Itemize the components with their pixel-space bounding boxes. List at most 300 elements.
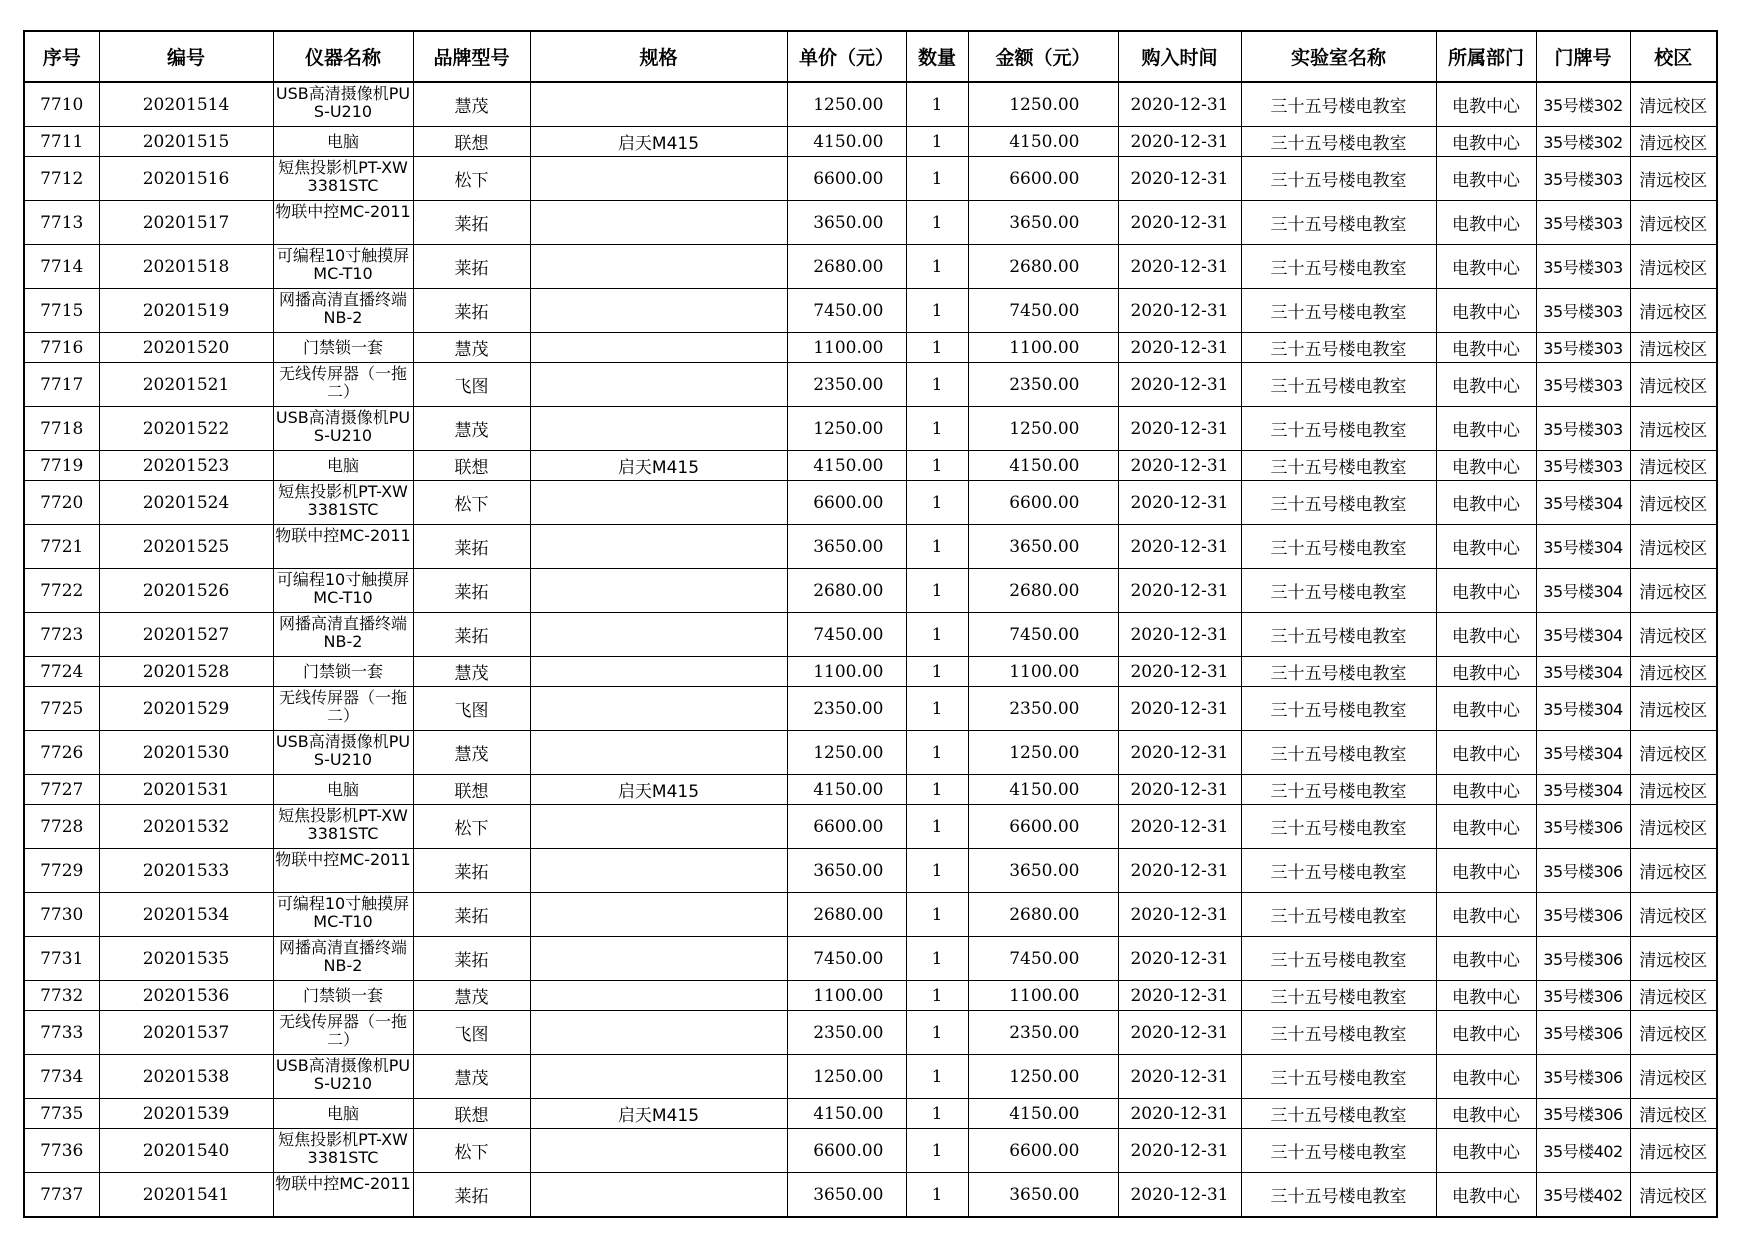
cell-price: 6600.00	[787, 1129, 906, 1173]
cell-room: 35号楼306	[1536, 805, 1630, 849]
table-row	[24, 127, 1717, 157]
cell-spec: 启天M415	[530, 1099, 787, 1129]
cell-spec	[530, 687, 787, 731]
cell-campus: 清远校区	[1630, 613, 1717, 657]
cell-price: 3650.00	[787, 1173, 906, 1218]
table-row	[24, 1055, 1717, 1099]
col-header-amount: 金额（元）	[968, 31, 1118, 82]
cell-lab: 三十五号楼电教室	[1241, 333, 1436, 363]
cell-brand: 莱拓	[413, 525, 530, 569]
cell-code: 20201518	[99, 245, 273, 289]
cell-seq: 7713	[24, 201, 99, 245]
cell-seq: 7731	[24, 937, 99, 981]
cell-amount: 1100.00	[968, 657, 1118, 687]
cell-date: 2020-12-31	[1118, 363, 1241, 407]
col-header-date: 购入时间	[1118, 31, 1241, 82]
equipment-table	[23, 30, 1718, 1218]
table-row	[24, 333, 1717, 363]
cell-date: 2020-12-31	[1118, 481, 1241, 525]
cell-instrument-name: 电脑	[273, 451, 413, 481]
cell-amount: 2680.00	[968, 569, 1118, 613]
cell-amount: 2350.00	[968, 1011, 1118, 1055]
cell-code: 20201525	[99, 525, 273, 569]
cell-spec	[530, 805, 787, 849]
table-row	[24, 731, 1717, 775]
table-row	[24, 407, 1717, 451]
cell-seq: 7727	[24, 775, 99, 805]
cell-room: 35号楼306	[1536, 849, 1630, 893]
cell-campus: 清远校区	[1630, 731, 1717, 775]
cell-room: 35号楼303	[1536, 289, 1630, 333]
cell-campus: 清远校区	[1630, 333, 1717, 363]
cell-dept: 电教中心	[1436, 775, 1536, 805]
cell-lab: 三十五号楼电教室	[1241, 407, 1436, 451]
cell-code: 20201532	[99, 805, 273, 849]
cell-campus: 清远校区	[1630, 775, 1717, 805]
cell-room: 35号楼306	[1536, 1055, 1630, 1099]
cell-brand: 慧茂	[413, 657, 530, 687]
cell-dept: 电教中心	[1436, 731, 1536, 775]
cell-brand: 慧茂	[413, 731, 530, 775]
cell-code: 20201530	[99, 731, 273, 775]
cell-lab: 三十五号楼电教室	[1241, 569, 1436, 613]
cell-campus: 清远校区	[1630, 687, 1717, 731]
cell-seq: 7714	[24, 245, 99, 289]
cell-instrument-name: 可编程10寸触摸屏MC-T10	[273, 893, 413, 937]
cell-qty: 1	[906, 82, 968, 127]
cell-price: 1100.00	[787, 333, 906, 363]
cell-dept: 电教中心	[1436, 451, 1536, 481]
cell-date: 2020-12-31	[1118, 333, 1241, 363]
cell-qty: 1	[906, 245, 968, 289]
col-header-spec: 规格	[530, 31, 787, 82]
cell-spec	[530, 363, 787, 407]
cell-date: 2020-12-31	[1118, 1055, 1241, 1099]
col-header-price: 单价（元）	[787, 31, 906, 82]
cell-lab: 三十五号楼电教室	[1241, 1129, 1436, 1173]
cell-date: 2020-12-31	[1118, 289, 1241, 333]
cell-room: 35号楼304	[1536, 731, 1630, 775]
cell-price: 2350.00	[787, 363, 906, 407]
cell-code: 20201540	[99, 1129, 273, 1173]
cell-lab: 三十五号楼电教室	[1241, 805, 1436, 849]
cell-amount: 1250.00	[968, 82, 1118, 127]
cell-spec	[530, 937, 787, 981]
cell-spec	[530, 525, 787, 569]
cell-amount: 7450.00	[968, 937, 1118, 981]
cell-qty: 1	[906, 569, 968, 613]
col-header-code: 编号	[99, 31, 273, 82]
cell-code: 20201527	[99, 613, 273, 657]
cell-date: 2020-12-31	[1118, 981, 1241, 1011]
cell-code: 20201522	[99, 407, 273, 451]
table-row	[24, 569, 1717, 613]
cell-qty: 1	[906, 731, 968, 775]
table-row	[24, 805, 1717, 849]
cell-dept: 电教中心	[1436, 407, 1536, 451]
cell-qty: 1	[906, 937, 968, 981]
cell-campus: 清远校区	[1630, 82, 1717, 127]
cell-lab: 三十五号楼电教室	[1241, 245, 1436, 289]
cell-lab: 三十五号楼电教室	[1241, 451, 1436, 481]
cell-code: 20201523	[99, 451, 273, 481]
cell-instrument-name: 物联中控MC-2011	[273, 201, 413, 245]
cell-qty: 1	[906, 333, 968, 363]
cell-campus: 清远校区	[1630, 1129, 1717, 1173]
cell-price: 3650.00	[787, 201, 906, 245]
cell-dept: 电教中心	[1436, 82, 1536, 127]
cell-room: 35号楼303	[1536, 157, 1630, 201]
cell-spec	[530, 333, 787, 363]
cell-room: 35号楼303	[1536, 363, 1630, 407]
cell-room: 35号楼306	[1536, 981, 1630, 1011]
cell-room: 35号楼304	[1536, 687, 1630, 731]
cell-spec	[530, 201, 787, 245]
cell-amount: 6600.00	[968, 805, 1118, 849]
cell-brand: 莱拓	[413, 201, 530, 245]
cell-spec	[530, 82, 787, 127]
cell-code: 20201517	[99, 201, 273, 245]
cell-date: 2020-12-31	[1118, 613, 1241, 657]
cell-room: 35号楼306	[1536, 1099, 1630, 1129]
cell-seq: 7719	[24, 451, 99, 481]
cell-campus: 清远校区	[1630, 805, 1717, 849]
cell-dept: 电教中心	[1436, 893, 1536, 937]
col-header-room: 门牌号	[1536, 31, 1630, 82]
cell-campus: 清远校区	[1630, 657, 1717, 687]
cell-price: 7450.00	[787, 613, 906, 657]
cell-campus: 清远校区	[1630, 451, 1717, 481]
cell-room: 35号楼302	[1536, 82, 1630, 127]
cell-seq: 7716	[24, 333, 99, 363]
cell-seq: 7718	[24, 407, 99, 451]
cell-amount: 1250.00	[968, 731, 1118, 775]
cell-seq: 7730	[24, 893, 99, 937]
cell-code: 20201521	[99, 363, 273, 407]
cell-campus: 清远校区	[1630, 245, 1717, 289]
cell-lab: 三十五号楼电教室	[1241, 1173, 1436, 1218]
cell-campus: 清远校区	[1630, 849, 1717, 893]
cell-lab: 三十五号楼电教室	[1241, 481, 1436, 525]
cell-brand: 莱拓	[413, 569, 530, 613]
cell-spec	[530, 613, 787, 657]
cell-date: 2020-12-31	[1118, 127, 1241, 157]
cell-qty: 1	[906, 451, 968, 481]
cell-dept: 电教中心	[1436, 127, 1536, 157]
cell-price: 2680.00	[787, 893, 906, 937]
cell-instrument-name: 无线传屏器（一拖二）	[273, 363, 413, 407]
cell-amount: 1250.00	[968, 407, 1118, 451]
cell-date: 2020-12-31	[1118, 201, 1241, 245]
cell-campus: 清远校区	[1630, 893, 1717, 937]
cell-instrument-name: 物联中控MC-2011	[273, 525, 413, 569]
cell-room: 35号楼303	[1536, 407, 1630, 451]
cell-qty: 1	[906, 849, 968, 893]
cell-price: 2350.00	[787, 687, 906, 731]
cell-room: 35号楼303	[1536, 333, 1630, 363]
cell-brand: 莱拓	[413, 289, 530, 333]
cell-price: 4150.00	[787, 127, 906, 157]
table-row	[24, 937, 1717, 981]
cell-price: 7450.00	[787, 937, 906, 981]
cell-instrument-name: USB高清摄像机PUS-U210	[273, 407, 413, 451]
cell-spec	[530, 289, 787, 333]
col-header-brand: 品牌型号	[413, 31, 530, 82]
cell-spec: 启天M415	[530, 127, 787, 157]
cell-seq: 7729	[24, 849, 99, 893]
cell-instrument-name: 无线传屏器（一拖二）	[273, 1011, 413, 1055]
cell-code: 20201529	[99, 687, 273, 731]
cell-room: 35号楼303	[1536, 245, 1630, 289]
cell-lab: 三十五号楼电教室	[1241, 289, 1436, 333]
cell-code: 20201528	[99, 657, 273, 687]
cell-campus: 清远校区	[1630, 937, 1717, 981]
cell-amount: 6600.00	[968, 157, 1118, 201]
cell-instrument-name: USB高清摄像机PUS-U210	[273, 731, 413, 775]
cell-campus: 清远校区	[1630, 481, 1717, 525]
cell-spec	[530, 407, 787, 451]
table-row	[24, 1011, 1717, 1055]
cell-amount: 1100.00	[968, 981, 1118, 1011]
cell-dept: 电教中心	[1436, 289, 1536, 333]
cell-instrument-name: 短焦投影机PT-XW3381STC	[273, 1129, 413, 1173]
table-row	[24, 157, 1717, 201]
cell-dept: 电教中心	[1436, 569, 1536, 613]
cell-instrument-name: 电脑	[273, 775, 413, 805]
cell-campus: 清远校区	[1630, 127, 1717, 157]
cell-seq: 7720	[24, 481, 99, 525]
cell-seq: 7725	[24, 687, 99, 731]
cell-room: 35号楼304	[1536, 525, 1630, 569]
cell-qty: 1	[906, 893, 968, 937]
cell-dept: 电教中心	[1436, 201, 1536, 245]
table-row	[24, 775, 1717, 805]
cell-lab: 三十五号楼电教室	[1241, 127, 1436, 157]
cell-instrument-name: 可编程10寸触摸屏MC-T10	[273, 245, 413, 289]
cell-spec	[530, 1173, 787, 1218]
table-row	[24, 245, 1717, 289]
cell-dept: 电教中心	[1436, 805, 1536, 849]
cell-code: 20201516	[99, 157, 273, 201]
cell-campus: 清远校区	[1630, 289, 1717, 333]
cell-brand: 莱拓	[413, 937, 530, 981]
cell-dept: 电教中心	[1436, 363, 1536, 407]
cell-price: 1250.00	[787, 1055, 906, 1099]
cell-lab: 三十五号楼电教室	[1241, 775, 1436, 805]
col-header-lab: 实验室名称	[1241, 31, 1436, 82]
cell-dept: 电教中心	[1436, 981, 1536, 1011]
cell-code: 20201524	[99, 481, 273, 525]
table-row	[24, 1173, 1717, 1218]
cell-spec	[530, 849, 787, 893]
cell-instrument-name: 网播高清直播终端NB-2	[273, 937, 413, 981]
cell-qty: 1	[906, 1011, 968, 1055]
cell-brand: 松下	[413, 1129, 530, 1173]
cell-date: 2020-12-31	[1118, 451, 1241, 481]
cell-date: 2020-12-31	[1118, 849, 1241, 893]
col-header-qty: 数量	[906, 31, 968, 82]
table-row	[24, 1099, 1717, 1129]
cell-seq: 7721	[24, 525, 99, 569]
table-row	[24, 363, 1717, 407]
cell-amount: 3650.00	[968, 201, 1118, 245]
cell-spec	[530, 1129, 787, 1173]
cell-seq: 7712	[24, 157, 99, 201]
cell-amount: 4150.00	[968, 451, 1118, 481]
cell-lab: 三十五号楼电教室	[1241, 157, 1436, 201]
cell-spec	[530, 481, 787, 525]
cell-lab: 三十五号楼电教室	[1241, 731, 1436, 775]
cell-seq: 7733	[24, 1011, 99, 1055]
cell-price: 6600.00	[787, 805, 906, 849]
cell-amount: 4150.00	[968, 127, 1118, 157]
cell-lab: 三十五号楼电教室	[1241, 525, 1436, 569]
cell-spec	[530, 1011, 787, 1055]
cell-date: 2020-12-31	[1118, 525, 1241, 569]
cell-room: 35号楼304	[1536, 481, 1630, 525]
cell-lab: 三十五号楼电教室	[1241, 657, 1436, 687]
cell-dept: 电教中心	[1436, 1099, 1536, 1129]
header-row	[24, 31, 1717, 82]
cell-room: 35号楼302	[1536, 127, 1630, 157]
cell-room: 35号楼306	[1536, 893, 1630, 937]
cell-room: 35号楼304	[1536, 657, 1630, 687]
cell-date: 2020-12-31	[1118, 687, 1241, 731]
cell-dept: 电教中心	[1436, 1129, 1536, 1173]
table-row	[24, 687, 1717, 731]
cell-brand: 联想	[413, 775, 530, 805]
table-row	[24, 525, 1717, 569]
cell-price: 1250.00	[787, 407, 906, 451]
cell-price: 4150.00	[787, 775, 906, 805]
cell-brand: 慧茂	[413, 981, 530, 1011]
table-row	[24, 893, 1717, 937]
cell-instrument-name: 电脑	[273, 127, 413, 157]
cell-instrument-name: 物联中控MC-2011	[273, 849, 413, 893]
cell-seq: 7723	[24, 613, 99, 657]
table-row	[24, 657, 1717, 687]
cell-instrument-name: USB高清摄像机PUS-U210	[273, 82, 413, 127]
cell-qty: 1	[906, 127, 968, 157]
cell-code: 20201534	[99, 893, 273, 937]
col-header-dept: 所属部门	[1436, 31, 1536, 82]
cell-campus: 清远校区	[1630, 569, 1717, 613]
cell-dept: 电教中心	[1436, 1011, 1536, 1055]
cell-code: 20201539	[99, 1099, 273, 1129]
cell-campus: 清远校区	[1630, 981, 1717, 1011]
cell-instrument-name: 网播高清直播终端NB-2	[273, 289, 413, 333]
cell-campus: 清远校区	[1630, 407, 1717, 451]
cell-amount: 6600.00	[968, 1129, 1118, 1173]
cell-lab: 三十五号楼电教室	[1241, 1099, 1436, 1129]
cell-code: 20201537	[99, 1011, 273, 1055]
cell-qty: 1	[906, 981, 968, 1011]
cell-dept: 电教中心	[1436, 481, 1536, 525]
col-header-seq: 序号	[24, 31, 99, 82]
cell-amount: 2350.00	[968, 363, 1118, 407]
cell-amount: 3650.00	[968, 849, 1118, 893]
cell-code: 20201515	[99, 127, 273, 157]
cell-lab: 三十五号楼电教室	[1241, 363, 1436, 407]
cell-instrument-name: 网播高清直播终端NB-2	[273, 613, 413, 657]
cell-brand: 联想	[413, 1099, 530, 1129]
cell-date: 2020-12-31	[1118, 1129, 1241, 1173]
table-row	[24, 849, 1717, 893]
cell-price: 1250.00	[787, 82, 906, 127]
cell-qty: 1	[906, 481, 968, 525]
cell-date: 2020-12-31	[1118, 805, 1241, 849]
cell-room: 35号楼304	[1536, 569, 1630, 613]
cell-dept: 电教中心	[1436, 613, 1536, 657]
cell-brand: 慧茂	[413, 333, 530, 363]
cell-qty: 1	[906, 657, 968, 687]
cell-qty: 1	[906, 1173, 968, 1218]
cell-room: 35号楼402	[1536, 1173, 1630, 1218]
cell-brand: 莱拓	[413, 893, 530, 937]
cell-seq: 7732	[24, 981, 99, 1011]
cell-price: 2350.00	[787, 1011, 906, 1055]
cell-code: 20201541	[99, 1173, 273, 1218]
cell-seq: 7734	[24, 1055, 99, 1099]
table-row	[24, 82, 1717, 127]
table-header	[24, 31, 1717, 82]
cell-instrument-name: 门禁锁一套	[273, 657, 413, 687]
table-row	[24, 481, 1717, 525]
cell-date: 2020-12-31	[1118, 245, 1241, 289]
cell-lab: 三十五号楼电教室	[1241, 849, 1436, 893]
cell-qty: 1	[906, 363, 968, 407]
cell-campus: 清远校区	[1630, 525, 1717, 569]
cell-code: 20201520	[99, 333, 273, 363]
cell-qty: 1	[906, 1055, 968, 1099]
cell-price: 4150.00	[787, 451, 906, 481]
cell-instrument-name: 短焦投影机PT-XW3381STC	[273, 805, 413, 849]
table-row	[24, 289, 1717, 333]
cell-code: 20201536	[99, 981, 273, 1011]
cell-spec	[530, 245, 787, 289]
cell-date: 2020-12-31	[1118, 1011, 1241, 1055]
cell-amount: 3650.00	[968, 525, 1118, 569]
cell-instrument-name: 电脑	[273, 1099, 413, 1129]
cell-instrument-name: 无线传屏器（一拖二）	[273, 687, 413, 731]
cell-date: 2020-12-31	[1118, 657, 1241, 687]
cell-price: 3650.00	[787, 849, 906, 893]
cell-seq: 7726	[24, 731, 99, 775]
cell-spec	[530, 657, 787, 687]
cell-code: 20201519	[99, 289, 273, 333]
cell-seq: 7722	[24, 569, 99, 613]
table-row	[24, 613, 1717, 657]
cell-seq: 7728	[24, 805, 99, 849]
cell-campus: 清远校区	[1630, 1011, 1717, 1055]
cell-price: 2680.00	[787, 569, 906, 613]
cell-seq: 7711	[24, 127, 99, 157]
cell-amount: 1100.00	[968, 333, 1118, 363]
cell-price: 3650.00	[787, 525, 906, 569]
cell-brand: 莱拓	[413, 1173, 530, 1218]
cell-spec	[530, 1055, 787, 1099]
cell-qty: 1	[906, 1099, 968, 1129]
cell-lab: 三十五号楼电教室	[1241, 687, 1436, 731]
cell-amount: 3650.00	[968, 1173, 1118, 1218]
cell-amount: 4150.00	[968, 775, 1118, 805]
cell-lab: 三十五号楼电教室	[1241, 937, 1436, 981]
cell-price: 1100.00	[787, 981, 906, 1011]
cell-date: 2020-12-31	[1118, 569, 1241, 613]
cell-lab: 三十五号楼电教室	[1241, 201, 1436, 245]
cell-lab: 三十五号楼电教室	[1241, 1011, 1436, 1055]
cell-seq: 7724	[24, 657, 99, 687]
